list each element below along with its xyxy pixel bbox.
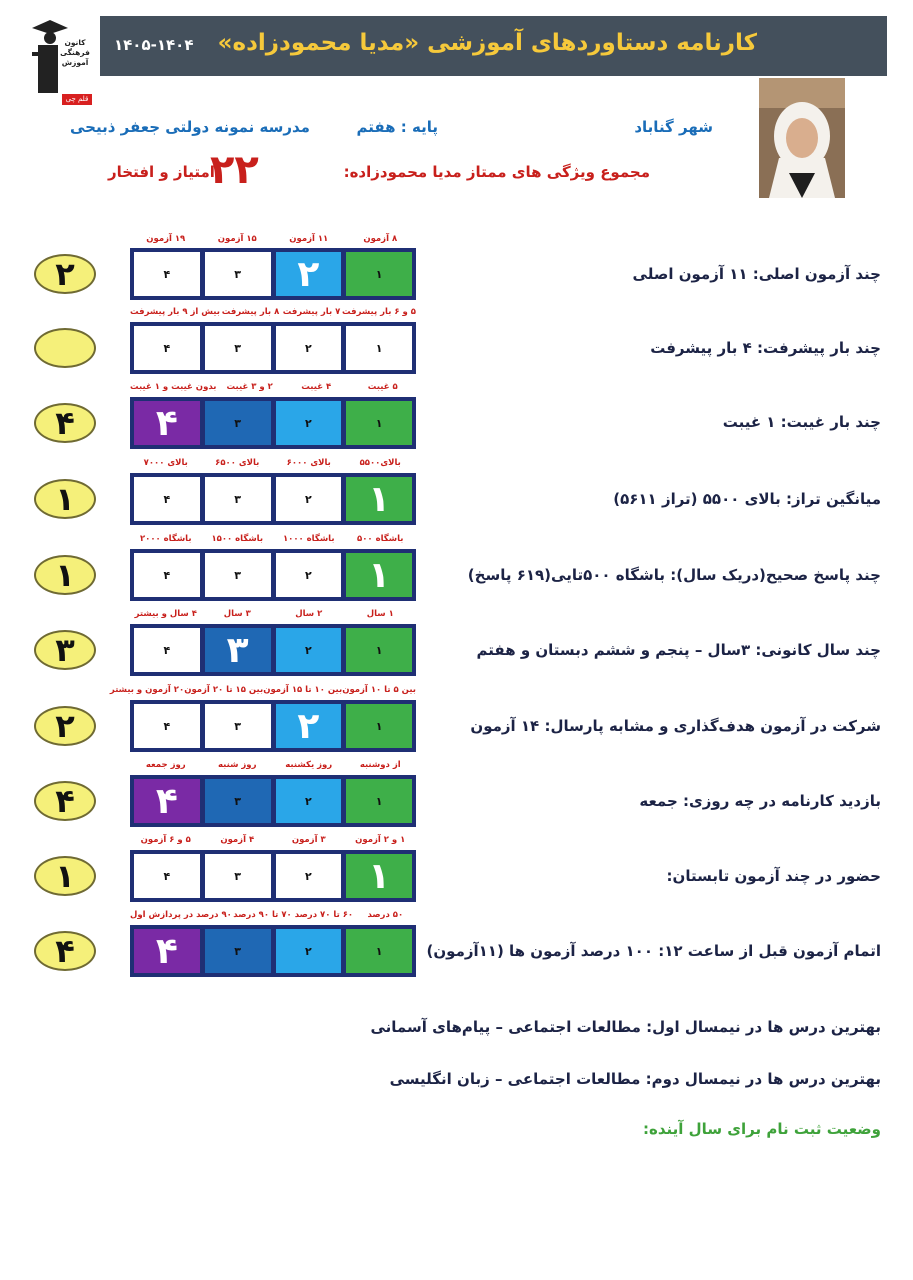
grid-cell: ۳	[204, 703, 272, 749]
grid-cell: ۴	[133, 853, 201, 899]
row-captions: ۱ سال ۲ سال ۳ سال ۴ سال و بیشتر	[134, 609, 394, 619]
grid-cell: ۱	[345, 325, 413, 371]
grid-cell: ۳	[204, 476, 272, 522]
grid-cell: ۳	[204, 853, 272, 899]
row-captions: ۵ غیبت ۴ غیبت ۲ و ۳ غیبت بدون غیبت و ۱ غیبت	[130, 382, 398, 392]
row-label: حضور در چند آزمون تابستان:	[666, 867, 881, 885]
grid-cell: ۴	[133, 627, 201, 673]
row-captions: ۱ و ۲ آزمون ۳ آزمون ۴ آزمون ۵ و ۶ آزمون	[140, 835, 406, 845]
grid-cell: ۱	[345, 853, 413, 899]
score-grid	[130, 925, 416, 977]
grid-cell: ۱	[345, 703, 413, 749]
grid-cell: ۲	[275, 400, 343, 446]
school-name: مدرسه نمونه دولتی جعفر ذبیحی	[70, 118, 310, 136]
grid-cell: ۲	[275, 778, 343, 824]
grid-cell: ۲	[275, 325, 343, 371]
row-label: میانگین تراز: بالای ۵۵۰۰ (تراز ۵۶۱۱)	[613, 490, 881, 508]
score-grid	[130, 850, 416, 902]
row-label: چند پاسخ صحیح(دریک سال): باشگاه ۵۰۰تایی(۶۱۹ پاسخ)	[467, 566, 881, 584]
row-captions: ۵۰ درصد ۶۰ تا ۷۰ درصد ۷۰ تا ۹۰ درصد ۹۰ درصد در پردازش اول	[130, 910, 404, 920]
row-label: چند سال کانونی: ۳سال – پنجم و ششم دبستان و هفتم	[476, 641, 881, 659]
grid-cell: ۱	[345, 400, 413, 446]
grid-cell: ۳	[204, 400, 272, 446]
page-title: کارنامه دستاوردهای آموزشی «مدیا محمودزاده»	[217, 30, 757, 56]
row-score	[34, 328, 96, 368]
row-score: ۱	[34, 479, 96, 519]
row-score: ۱	[34, 555, 96, 595]
logo-text: کانون فرهنگی آموزش	[60, 38, 90, 67]
grid-cell: ۳	[204, 325, 272, 371]
logo	[28, 12, 94, 108]
row-score: ۲	[34, 254, 96, 294]
score-grid	[130, 397, 416, 449]
grid-cell: ۱	[345, 928, 413, 974]
score-grid	[130, 322, 416, 374]
row-score: ۴	[34, 931, 96, 971]
grid-cell: ۴	[133, 476, 201, 522]
row-captions: ۸ آزمون ۱۱ آزمون ۱۵ آزمون ۱۹ آزمون	[146, 234, 398, 244]
grid-cell: ۳	[204, 251, 272, 297]
grid-cell: ۴	[133, 325, 201, 371]
grid-cell: ۴	[133, 703, 201, 749]
grid-cell: ۲	[275, 703, 343, 749]
row-captions: باشگاه ۵۰۰ باشگاه ۱۰۰۰ باشگاه ۱۵۰۰ باشگاه ۲۰۰۰	[139, 534, 404, 544]
grid-cell: ۱	[345, 552, 413, 598]
grid-cell: ۲	[275, 251, 343, 297]
grid-cell: ۲	[275, 627, 343, 673]
score-grid	[130, 248, 416, 300]
row-label: چند بار غیبت: ۱ غیبت	[722, 413, 881, 431]
logo-tag: قلم چی	[62, 94, 92, 105]
grid-cell: ۲	[275, 476, 343, 522]
grid-cell: ۱	[345, 476, 413, 522]
grid-cell: ۳	[204, 778, 272, 824]
row-label: اتمام آزمون قبل از ساعت ۱۲: ۱۰۰ درصد آزمون ها (۱۱آزمون)	[426, 942, 881, 960]
grid-cell: ۱	[345, 627, 413, 673]
score-grid	[130, 700, 416, 752]
best-subjects-second: بهترین درس ها در نیمسال دوم: مطالعات اجتماعی – زبان انگلیسی	[389, 1070, 881, 1088]
school-year: ۱۴۰۵-۱۴۰۴	[114, 36, 194, 54]
student-photo	[759, 78, 845, 198]
city: شهر گناباد	[634, 118, 713, 136]
score-grid	[130, 473, 416, 525]
grid-cell: ۴	[133, 928, 201, 974]
row-score: ۱	[34, 856, 96, 896]
grid-cell: ۴	[133, 400, 201, 446]
grid-cell: ۴	[133, 251, 201, 297]
grid-cell: ۳	[204, 552, 272, 598]
score-grid	[130, 549, 416, 601]
row-score: ۴	[34, 781, 96, 821]
grid-cell: ۳	[204, 627, 272, 673]
grid-cell: ۴	[133, 552, 201, 598]
best-subjects-first: بهترین درس ها در نیمسال اول: مطالعات اجتماعی – پیام‌های آسمانی	[370, 1018, 881, 1036]
grid-cell: ۲	[275, 853, 343, 899]
grid-cell: ۱	[345, 778, 413, 824]
score-grid	[130, 775, 416, 827]
row-score: ۳	[34, 630, 96, 670]
registration-status: وضعیت ثبت نام برای سال آینده:	[643, 1120, 881, 1138]
row-label: چند بار پیشرفت: ۴ بار پیشرفت	[650, 339, 881, 357]
grade: پایه : هفتم	[356, 118, 438, 136]
score-label: امتیاز و افتخار	[108, 163, 215, 181]
grid-cell: ۱	[345, 251, 413, 297]
header-bar	[100, 16, 887, 76]
row-label: بازدید کارنامه در چه روزی: جمعه	[639, 792, 881, 810]
total-score: ۲۲	[210, 147, 259, 193]
row-captions: از دوشنبه روز یکشنبه روز شنبه روز جمعه	[145, 760, 401, 770]
row-captions: بین ۵ تا ۱۰ آزمون بین ۱۰ تا ۱۵ آزمون بین ۱۵ تا ۲۰ آزمون ۲۰ آزمون و بیشتر	[109, 685, 416, 695]
grid-cell: ۳	[204, 928, 272, 974]
grid-cell: ۲	[275, 928, 343, 974]
row-label: شرکت در آزمون هدف‌گذاری و مشابه پارسال: ۱۴ آزمون	[470, 717, 881, 735]
row-score: ۲	[34, 706, 96, 746]
row-captions: ۵ و ۶ بار پیشرفت ۷ بار پیشرفت ۸ بار پیشرفت بیش از ۹ بار پیشرفت	[130, 307, 416, 317]
row-captions: بالای۵۵۰۰ بالای ۶۰۰۰ بالای ۶۵۰۰ بالای ۷۰۰۰	[143, 458, 401, 468]
grid-cell: ۴	[133, 778, 201, 824]
row-score: ۴	[34, 403, 96, 443]
row-label: چند آزمون اصلی: ۱۱ آزمون اصلی	[632, 265, 881, 283]
score-grid	[130, 624, 416, 676]
grid-cell: ۲	[275, 552, 343, 598]
summary-label: مجموع ویژگی های ممتاز مدیا محمودزاده:	[343, 163, 650, 181]
